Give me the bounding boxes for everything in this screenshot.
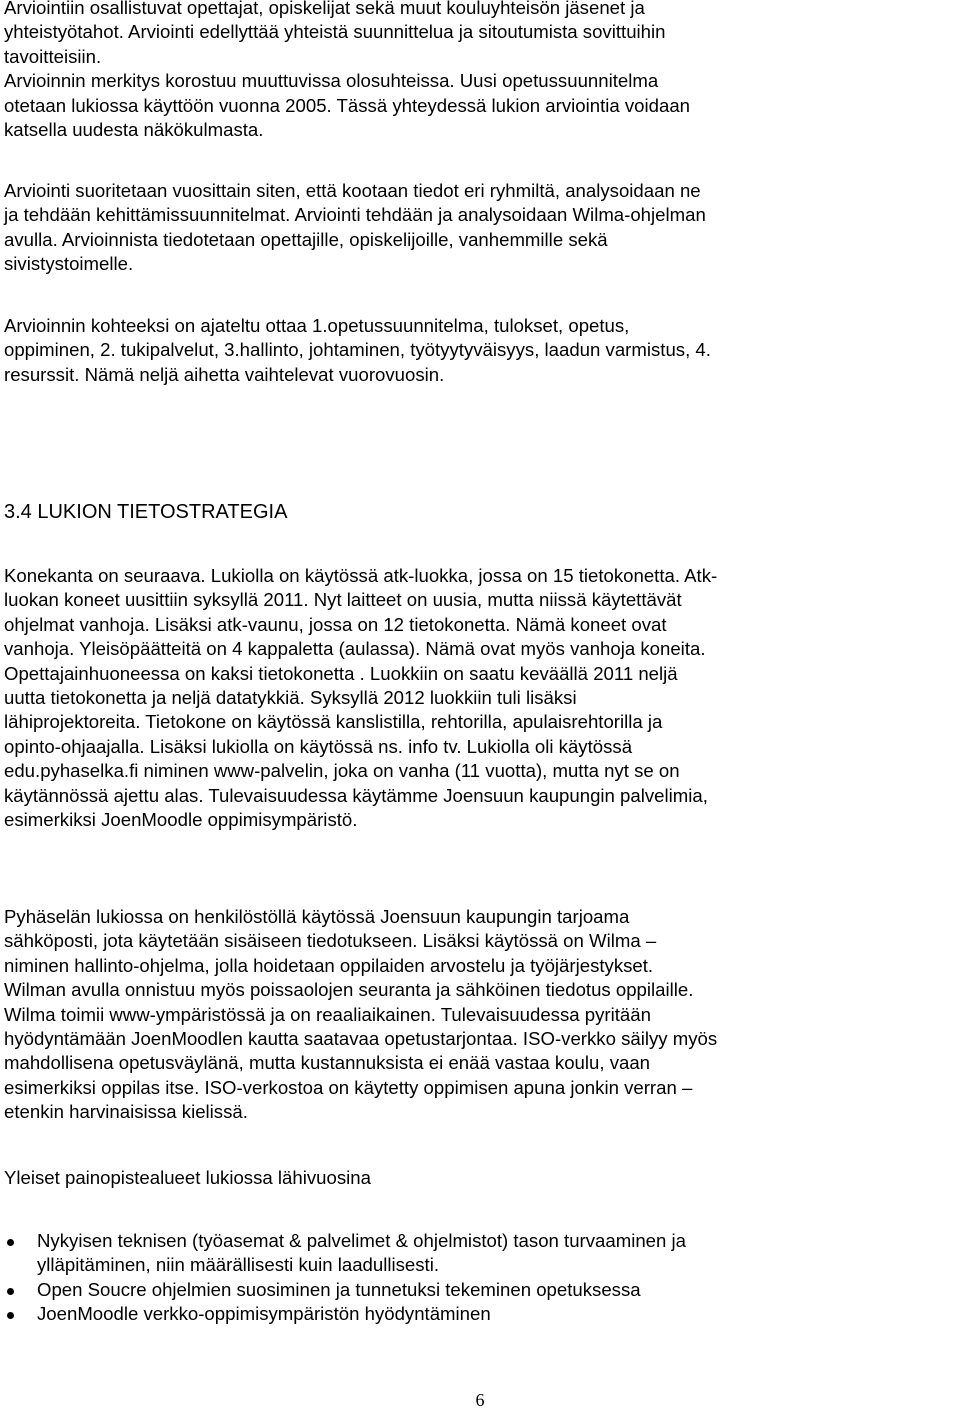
- text-line: etenkin harvinaisissa kielissä.: [4, 1101, 248, 1123]
- text-line: esimerkiksi JoenMoodle oppimisympäristö.: [4, 809, 358, 831]
- text-line: Open Soucre ohjelmien suosiminen ja tunnetuksi tekeminen opetuksessa: [37, 1278, 641, 1300]
- text-line: Arvioinnin merkitys korostuu muuttuvissa olosuhteissa. Uusi opetussuunnitelma: [4, 70, 659, 92]
- text-line: Opettajainhuoneessa on kaksi tietokonetta . Luokkiin on saatu keväällä 2011 neljä: [4, 662, 678, 684]
- page-number: 6: [475, 1390, 485, 1410]
- text-line: uutta tietokonetta ja neljä datatykkiä. Syksyllä 2012 luokkiin tuli lisäksi: [4, 687, 577, 709]
- text-line: sähköposti, jota käytetään sisäiseen tiedotukseen. Lisäksi käytössä on Wilma –: [4, 930, 657, 952]
- text-line: esimerkiksi oppilas itse. ISO-verkostoa on käytetty oppimisen apuna jonkin verran –: [4, 1076, 693, 1098]
- list-item: [4, 1229, 954, 1278]
- text-line: katsella uudesta näkökulmasta.: [4, 119, 264, 141]
- text-line: ja tehdään kehittämissuunnitelmat. Arviointi tehdään ja analysoidaan Wilma-ohjelman: [4, 204, 706, 226]
- text-line: luokan koneet uusittiin syksyllä 2011. Nyt laitteet on uusia, mutta niissä käytettävät: [4, 589, 682, 611]
- list-item: [4, 1278, 954, 1302]
- text-line: yhteistyötahot. Arviointi edellyttää yhteistä suunnittelua ja sitoutumista sovittuihin: [4, 21, 666, 43]
- text-line: otetaan lukiossa käyttöön vuonna 2005. Tässä yhteydessä lukion arviointia voidaan: [4, 94, 691, 116]
- bullet-icon: [7, 1288, 14, 1295]
- text-line: opinto-ohjaajalla. Lisäksi lukiolla on käytössä ns. info tv. Lukiolla oli käytössä: [4, 735, 633, 757]
- text-line: ohjelmat vanhoja. Lisäksi atk-vaunu, jossa on 12 tietokonetta. Nämä koneet ovat: [4, 613, 667, 635]
- bullet-icon: [7, 1239, 14, 1246]
- text-line: Arvioinnin kohteeksi on ajateltu ottaa 1.opetussuunnitelma, tulokset, opetus,: [4, 315, 630, 336]
- text-line: oppiminen, 2. tukipalvelut, 3.hallinto, johtaminen, työtyytyväisyys, laadun varmistus, 4.: [4, 339, 711, 361]
- text-line: Pyhäselän lukiossa on henkilöstöllä käytössä Joensuun kaupungin tarjoama: [4, 906, 630, 927]
- paragraph-annual-evaluation: [4, 179, 954, 277]
- text-line: hyödyntämään JoenMoodlen kautta saatavaa opetustarjontaa. ISO-verkko säilyy myös: [4, 1028, 718, 1050]
- paragraph-evaluation-intro: [4, 0, 954, 142]
- text-line: Arviointiin osallistuvat opettajat, opiskelijat sekä muut kouluyhteisön jäsenet ja: [4, 0, 645, 18]
- text-line: lähiprojektoreita. Tietokone on käytössä kanslistilla, rehtorilla, apulaisrehtorilla ja: [4, 711, 663, 733]
- text-line: resurssit. Nämä neljä aihetta vaihtelevat vuorovuosin.: [4, 363, 445, 385]
- text-line: tavoitteisiin.: [4, 45, 102, 67]
- text-line: Nykyisen teknisen (työasemat & palvelimet & ohjelmistot) tason turvaaminen ja: [37, 1230, 687, 1251]
- text-line: Konekanta on seuraava. Lukiolla on käytössä atk-luokka, jossa on 15 tietokonetta. Atk-: [4, 565, 718, 586]
- text-line: Wilman avulla onnistuu myös poissaolojen seuranta ja sähköinen tiedotus oppilaille.: [4, 979, 694, 1001]
- paragraph-hardware: [4, 564, 954, 832]
- bullet-icon: [7, 1312, 14, 1319]
- section-heading: 3.4 LUKION TIETOSTRATEGIA: [4, 501, 288, 523]
- text-line: niminen hallinto-ohjelma, jolla hoidetaan oppilaiden arvostelu ja työjärjestykset.: [4, 954, 654, 976]
- focus-areas-list: [4, 1229, 954, 1327]
- list-item: [4, 1302, 954, 1326]
- paragraph-focus-areas-intro: [4, 1166, 954, 1190]
- text-line: Wilma toimii www-ympäristössä ja on reaaliaikainen. Tulevaisuudessa pyritään: [4, 1003, 651, 1025]
- paragraph-evaluation-targets: [4, 314, 954, 387]
- text-line: mahdollisena opetusväylänä, mutta kustannuksista ei enää vastaa koulu, vaan: [4, 1052, 651, 1074]
- text-line: vanhoja. Yleisöpäätteitä on 4 kappaletta (aulassa). Nämä ovat myös vanhoja koneita.: [4, 638, 706, 660]
- paragraph-software: [4, 905, 954, 1125]
- text-line: Arviointi suoritetaan vuosittain siten, että kootaan tiedot eri ryhmiltä, analysoidaan ne: [4, 180, 701, 201]
- text-line: JoenMoodle verkko-oppimisympäristön hyödyntäminen: [37, 1303, 491, 1325]
- text-line: ylläpitäminen, niin määrällisesti kuin laadullisesti.: [37, 1254, 440, 1276]
- text-line: avulla. Arvioinnista tiedotetaan opettajille, opiskelijoille, vanhemmille sekä: [4, 228, 608, 250]
- text-line: edu.pyhaselka.fi niminen www-palvelin, joka on vanha (11 vuotta), mutta nyt se on: [4, 760, 680, 782]
- text-line: käytännössä ajettu alas. Tulevaisuudessa käytämme Joensuun kaupungin palvelimia,: [4, 784, 708, 806]
- text-line: sivistystoimelle.: [4, 253, 134, 275]
- text-line: Yleiset painopistealueet lukiossa lähivuosina: [4, 1167, 371, 1188]
